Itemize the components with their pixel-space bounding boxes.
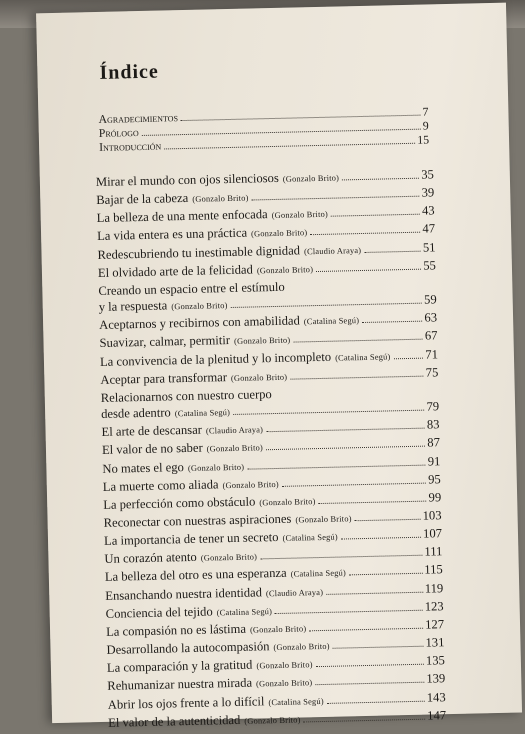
toc-entry-title: Aceptar para transformar [100, 369, 228, 387]
dot-leader [233, 410, 424, 415]
toc-entry-page: 67 [424, 328, 438, 343]
dot-leader [231, 303, 423, 308]
toc-entry-page: 87 [427, 435, 441, 450]
toc-entry-title: Introducción [98, 138, 162, 154]
toc-entry-title: Ensanchando nuestra identidad [105, 584, 263, 603]
toc-entry-title: Desarrollando la autocompasión [106, 639, 270, 657]
dot-leader [316, 268, 421, 271]
toc-entry-page: 99 [428, 490, 442, 505]
toc-entry-title: Bajar de la cabeza [96, 191, 189, 208]
toc-entry-title: Reconectar con nuestras aspiraciones [103, 511, 292, 530]
dot-leader [349, 573, 422, 576]
toc-entry-page: 95 [427, 471, 441, 487]
toc-entry-page: 111 [424, 544, 443, 559]
toc-entry-author: (Gonzalo Brito) [271, 210, 329, 221]
toc-entry-title: Un corazón atento [104, 550, 197, 567]
toc-entry-page: 79 [426, 399, 440, 414]
dot-leader [315, 682, 424, 685]
toc-entry-title: Relacionarnos con nuestro cuerpo [100, 386, 272, 405]
toc-entry-title: Suavizar, calmar, permitir [99, 333, 231, 351]
toc-entry-page: 47 [422, 221, 436, 237]
dot-leader [282, 482, 426, 486]
toc-entry-author: (Gonzalo Brito) [192, 193, 249, 204]
dot-leader [326, 591, 423, 594]
toc-entry-title: La muerte como aliada [102, 476, 219, 494]
toc-entry-page: 63 [424, 310, 438, 325]
dot-leader [341, 537, 421, 540]
dot-leader [319, 500, 427, 503]
toc-entry-title: El valor de la autenticidad [108, 712, 241, 730]
dot-leader [293, 339, 423, 343]
toc-entry-title: Prólogo [98, 125, 139, 140]
toc-entry-page: 59 [423, 292, 437, 307]
dot-leader [304, 718, 426, 722]
toc-entry-author: (Gonzalo Brito) [273, 641, 330, 653]
dot-leader [290, 375, 424, 379]
toc-entry-title: Rehumanizar nuestra mirada [107, 675, 253, 694]
toc-entry-author: (Catalina Segú) [216, 606, 273, 618]
toc-entry-page: 107 [422, 526, 443, 541]
toc-entry-page: 39 [421, 185, 435, 200]
toc-entry-page: 15 [417, 132, 430, 147]
toc-entry-author: (Gonzalo Brito) [295, 514, 352, 525]
page-title: Índice [99, 60, 160, 84]
dot-leader [266, 446, 425, 451]
dot-leader [275, 609, 423, 613]
chapter-list [96, 166, 447, 732]
toc-entry-page: 7 [422, 104, 429, 119]
toc-entry-title: Agradecimientos [98, 110, 179, 126]
toc-entry-page: 35 [421, 167, 434, 182]
dot-leader [310, 232, 420, 235]
toc-entry-title: La belleza de una mente enfocada [96, 207, 268, 226]
toc-entry-page: 43 [421, 203, 435, 218]
dot-leader [393, 357, 423, 359]
toc-entry-author: (Gonzalo Brito) [200, 552, 258, 564]
toc-entry-title: La importancia de tener un secreto [103, 530, 279, 549]
toc-entry-page: 139 [426, 671, 446, 687]
toc-entry-page: 71 [425, 346, 439, 362]
book-page [36, 3, 522, 730]
toc-entry-title: y la respuesta [98, 298, 168, 315]
toc-entry-page: 147 [427, 707, 447, 723]
toc-entry-author: (Gonzalo Brito) [222, 479, 279, 490]
toc-entry-page: 55 [423, 258, 437, 273]
toc-entry-author: (Gonzalo Brito) [230, 372, 288, 383]
toc-entry-author: (Gonzalo Brito) [256, 264, 314, 276]
dot-leader [327, 700, 425, 703]
toc-entry-title: El valor de no saber [101, 441, 203, 458]
toc-entry-author: (Catalina Segú) [268, 696, 324, 707]
toc-entry-page: 9 [422, 118, 429, 133]
toc-entry-author: (Gonzalo Brito) [251, 228, 308, 239]
toc-entry-page: 83 [426, 417, 440, 432]
toc-entry-title: La belleza del otro es una esperanza [104, 566, 287, 585]
toc-entry-author: (Catalina Segú) [174, 408, 231, 419]
toc-entry-author: (Gonzalo Brito) [171, 301, 228, 312]
toc-entry-author: (Catalina Segú) [303, 316, 360, 327]
toc-entry-title: El arte de descansar [101, 422, 203, 440]
toc-entry-title: El olvidado arte de la felicidad [97, 262, 254, 280]
toc-entry-title: La comparación y la gratitud [106, 657, 253, 676]
dot-leader [260, 555, 422, 560]
toc-entry-page: 75 [425, 365, 439, 380]
dot-leader [266, 428, 425, 433]
toc-entry-author: (Catalina Segú) [282, 532, 338, 543]
toc-entry-title: Conciencia del tejido [105, 604, 213, 621]
dot-leader [333, 646, 424, 649]
toc-entry-title: Aceptarnos y recibirnos con amabilidad [98, 313, 300, 333]
toc-entry-title: La compasión no es lástima [105, 621, 247, 639]
toc-entry-page: 127 [424, 617, 445, 632]
toc-entry-author: (Catalina Segú) [290, 568, 347, 580]
toc-entry-author: (Gonzalo Brito) [256, 660, 313, 671]
dot-leader [342, 178, 419, 181]
toc-entry-page: 103 [422, 508, 442, 523]
dot-leader [252, 196, 420, 201]
toc-entry-page: 123 [424, 598, 444, 614]
toc-entry-title: La perfección como obstáculo [103, 494, 256, 512]
toc-entry-title: Abrir los ojos frente a lo difícil [107, 693, 265, 712]
toc-entry-page: 51 [422, 239, 436, 255]
dot-leader [355, 519, 421, 521]
front-matter-list [98, 104, 429, 153]
toc-entry-author: (Gonzalo Brito) [282, 173, 340, 184]
toc-entry-page: 115 [424, 562, 443, 578]
dot-leader [309, 628, 423, 632]
dot-leader [362, 321, 422, 323]
dot-leader [316, 664, 424, 667]
toc-entry-title: No mates el ego [102, 459, 185, 476]
toc-entry-author: (Claudio Araya) [265, 587, 324, 598]
toc-entry-author: (Claudio Araya) [205, 425, 264, 436]
toc-entry-author: (Claudio Araya) [303, 245, 362, 256]
toc-entry-author: (Catalina Segú) [335, 351, 391, 363]
toc-entry-author: (Gonzalo Brito) [187, 462, 245, 473]
dot-leader [164, 143, 415, 150]
toc-entry-title: La convivencia de la plenitud y lo incompleto [99, 349, 332, 369]
toc-entry-author: (Gonzalo Brito) [206, 443, 264, 454]
dot-leader [331, 214, 420, 217]
toc-entry-author: (Gonzalo Brito) [256, 678, 313, 689]
toc-entry-author: (Gonzalo Brito) [244, 715, 301, 726]
toc-entry-author: (Gonzalo Brito) [249, 624, 307, 635]
toc-entry-page: 143 [426, 689, 446, 705]
toc-entry-title: Redescubriendo tu inestimable dignidad [97, 243, 301, 262]
toc-entry-page: 131 [425, 635, 445, 650]
dot-leader [364, 250, 421, 252]
toc-entry-title: La vida entera es una práctica [96, 226, 248, 244]
dot-leader [247, 464, 426, 469]
toc-entry-author: (Gonzalo Brito) [233, 336, 291, 347]
toc-entry-page: 135 [425, 653, 446, 668]
toc-entry-title: desde adentro [101, 405, 171, 421]
toc-entry-title: Creando un espacio entre el estímulo [98, 279, 285, 298]
toc-entry-title: Mirar el mundo con ojos silenciosos [95, 170, 279, 190]
toc-entry-page: 91 [427, 453, 441, 469]
toc-entry-author: (Gonzalo Brito) [259, 496, 316, 508]
toc-entry-page: 119 [424, 580, 444, 596]
